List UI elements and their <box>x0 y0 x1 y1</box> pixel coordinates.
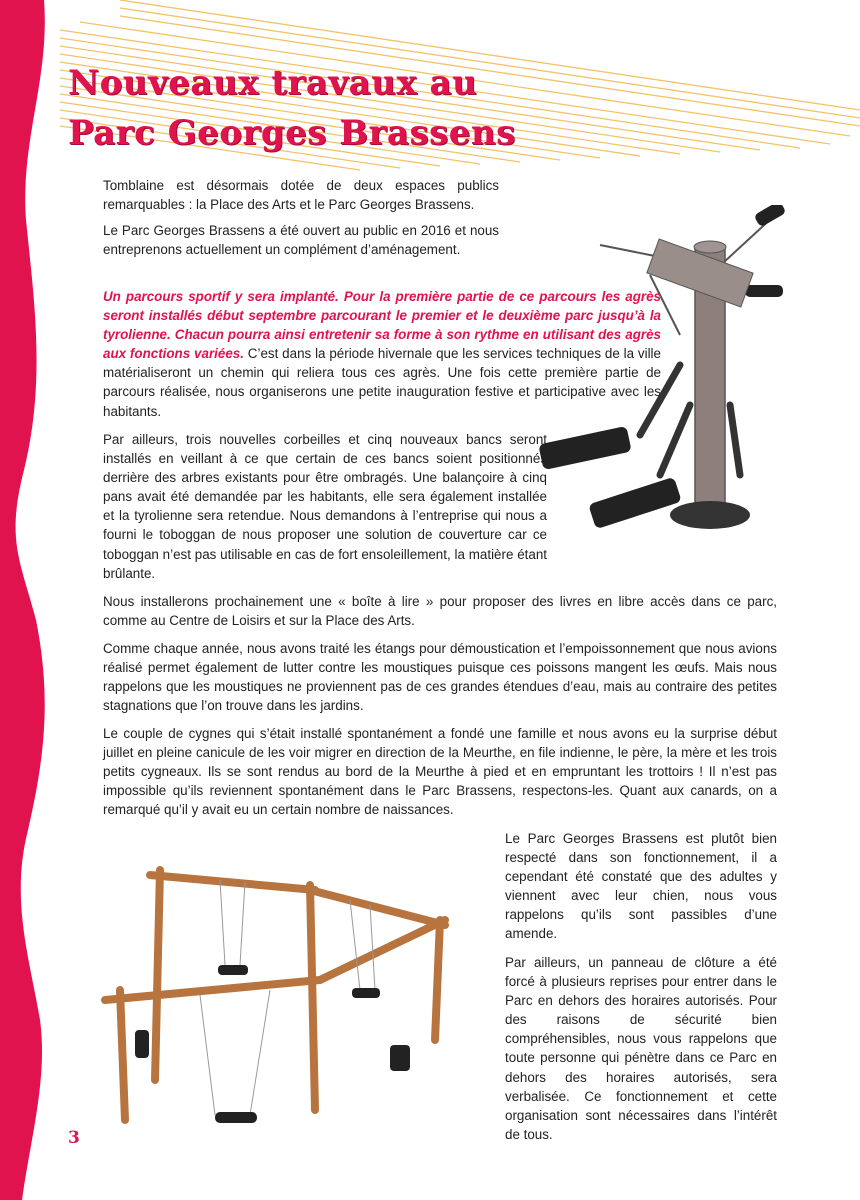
paragraph-swans: Le couple de cygnes qui s’était installé spontanément a fondé une famille et nous avons eu la surprise début juillet en pleine canicule de les voir migrer en direction de la Meurthe, en file indienne, le père, la mère et les trois petits cygneaux. Ils se sont rendus au bord de la Meurthe à pied et en empruntant les trottoirs ! Il n’est pas impossible qu’ils reviennent spontanément dans le Parc Brassens, respectons-les. Quant aux canards, on a remarqué qu’il y avait eu un certain nombre de naissances. <box>103 726 777 818</box>
page-number: 3 <box>68 1128 80 1148</box>
swing-illustration <box>100 840 490 1145</box>
paragraph-sports-trail-rest: C’est dans la période hivernale que les services techniques de la ville matérialiseront un chemin qui reliera tous ces agrès. Une fois cette première partie de parcours réalisée, nous organiserons une petite inauguration festive et participative avec les habitants. <box>103 346 661 419</box>
title-line-1: Nouveaux travaux au <box>68 63 478 103</box>
paragraph-intro: Tomblaine est désormais dotée de deux espaces publics remarquables : la Place des Arts et le Parc Georges Brassens. <box>103 178 499 213</box>
page-title <box>68 58 628 158</box>
paragraph-fence: Par ailleurs, un panneau de clôture a été forcé à plusieurs reprises pour entrer dans le Parc en dehors des horaires autorisés. Pour des raisons de sécurité bien compréhensibles, nous vous rappelons que toute personne qui pénètre dans ce Parc en dehors des horaires autorisés, sera verbalisée. Ce fonctionnement et cette organisation sont nécessaires dans l’intérêt de tous. <box>505 955 777 1142</box>
paragraph-benches: Par ailleurs, trois nouvelles corbeilles et cinq nouveaux bancs seront installés en veillant à ce que certain de ces bancs soient positionnés derrière des arbres existants pour être ombragés. Une balançoire à cinq pans avait été demandée par les habitants, elle sera également installée et la tyrolienne sera retendue. Nous demandons à l’entreprise qui nous a fourni le toboggan de nous proposer une solution de couverture car ce toboggan n’est pas utilisable en cas de fort ensoleillement, la matière étant brûlante. <box>103 432 547 581</box>
paragraph-opening: Le Parc Georges Brassens a été ouvert au public en 2016 et nous entreprenons actuellement un complément d’aménagement. <box>103 223 499 258</box>
paragraph-book-box: Nous installerons prochainement une « boîte à lire » pour proposer des livres en libre accès dans ce parc, comme au Centre de Loisirs et sur la Place des Arts. <box>103 594 777 629</box>
highlighted-announcement: Un parcours sportif y sera implanté. Pour la première partie de ce parcours les agrès seront installés début septembre parcourant le premier et le deuxième parc jusqu’à la tyrolienne. Chacun pourra ainsi entretenir sa forme à son rythme en utilisant des agrès aux fonctions variées. <box>103 289 661 362</box>
paragraph-dogs: Le Parc Georges Brassens est plutôt bien respecté dans son fonctionnement, il a cependant été constaté que des adultes y viennent avec leur chien, nous vous rappelons qu’ils sont passibles d’une amende. <box>505 831 777 942</box>
paragraph-sports-trail <box>103 287 661 421</box>
title-line-2: Parc Georges Brassens <box>68 113 516 153</box>
paragraph-mosquitoes: Comme chaque année, nous avons traité les étangs pour démoustication et l’empoissonnement que nous avions réalisé permet également de lutter contre les moustiques puisque ces poissons mangent les œufs. Mais nous rappelons que les moustiques ne proviennent pas de ces grandes étendues d’eau, mais au contraire des petites stagnations que l’on trouve dans les jardins. <box>103 641 777 714</box>
